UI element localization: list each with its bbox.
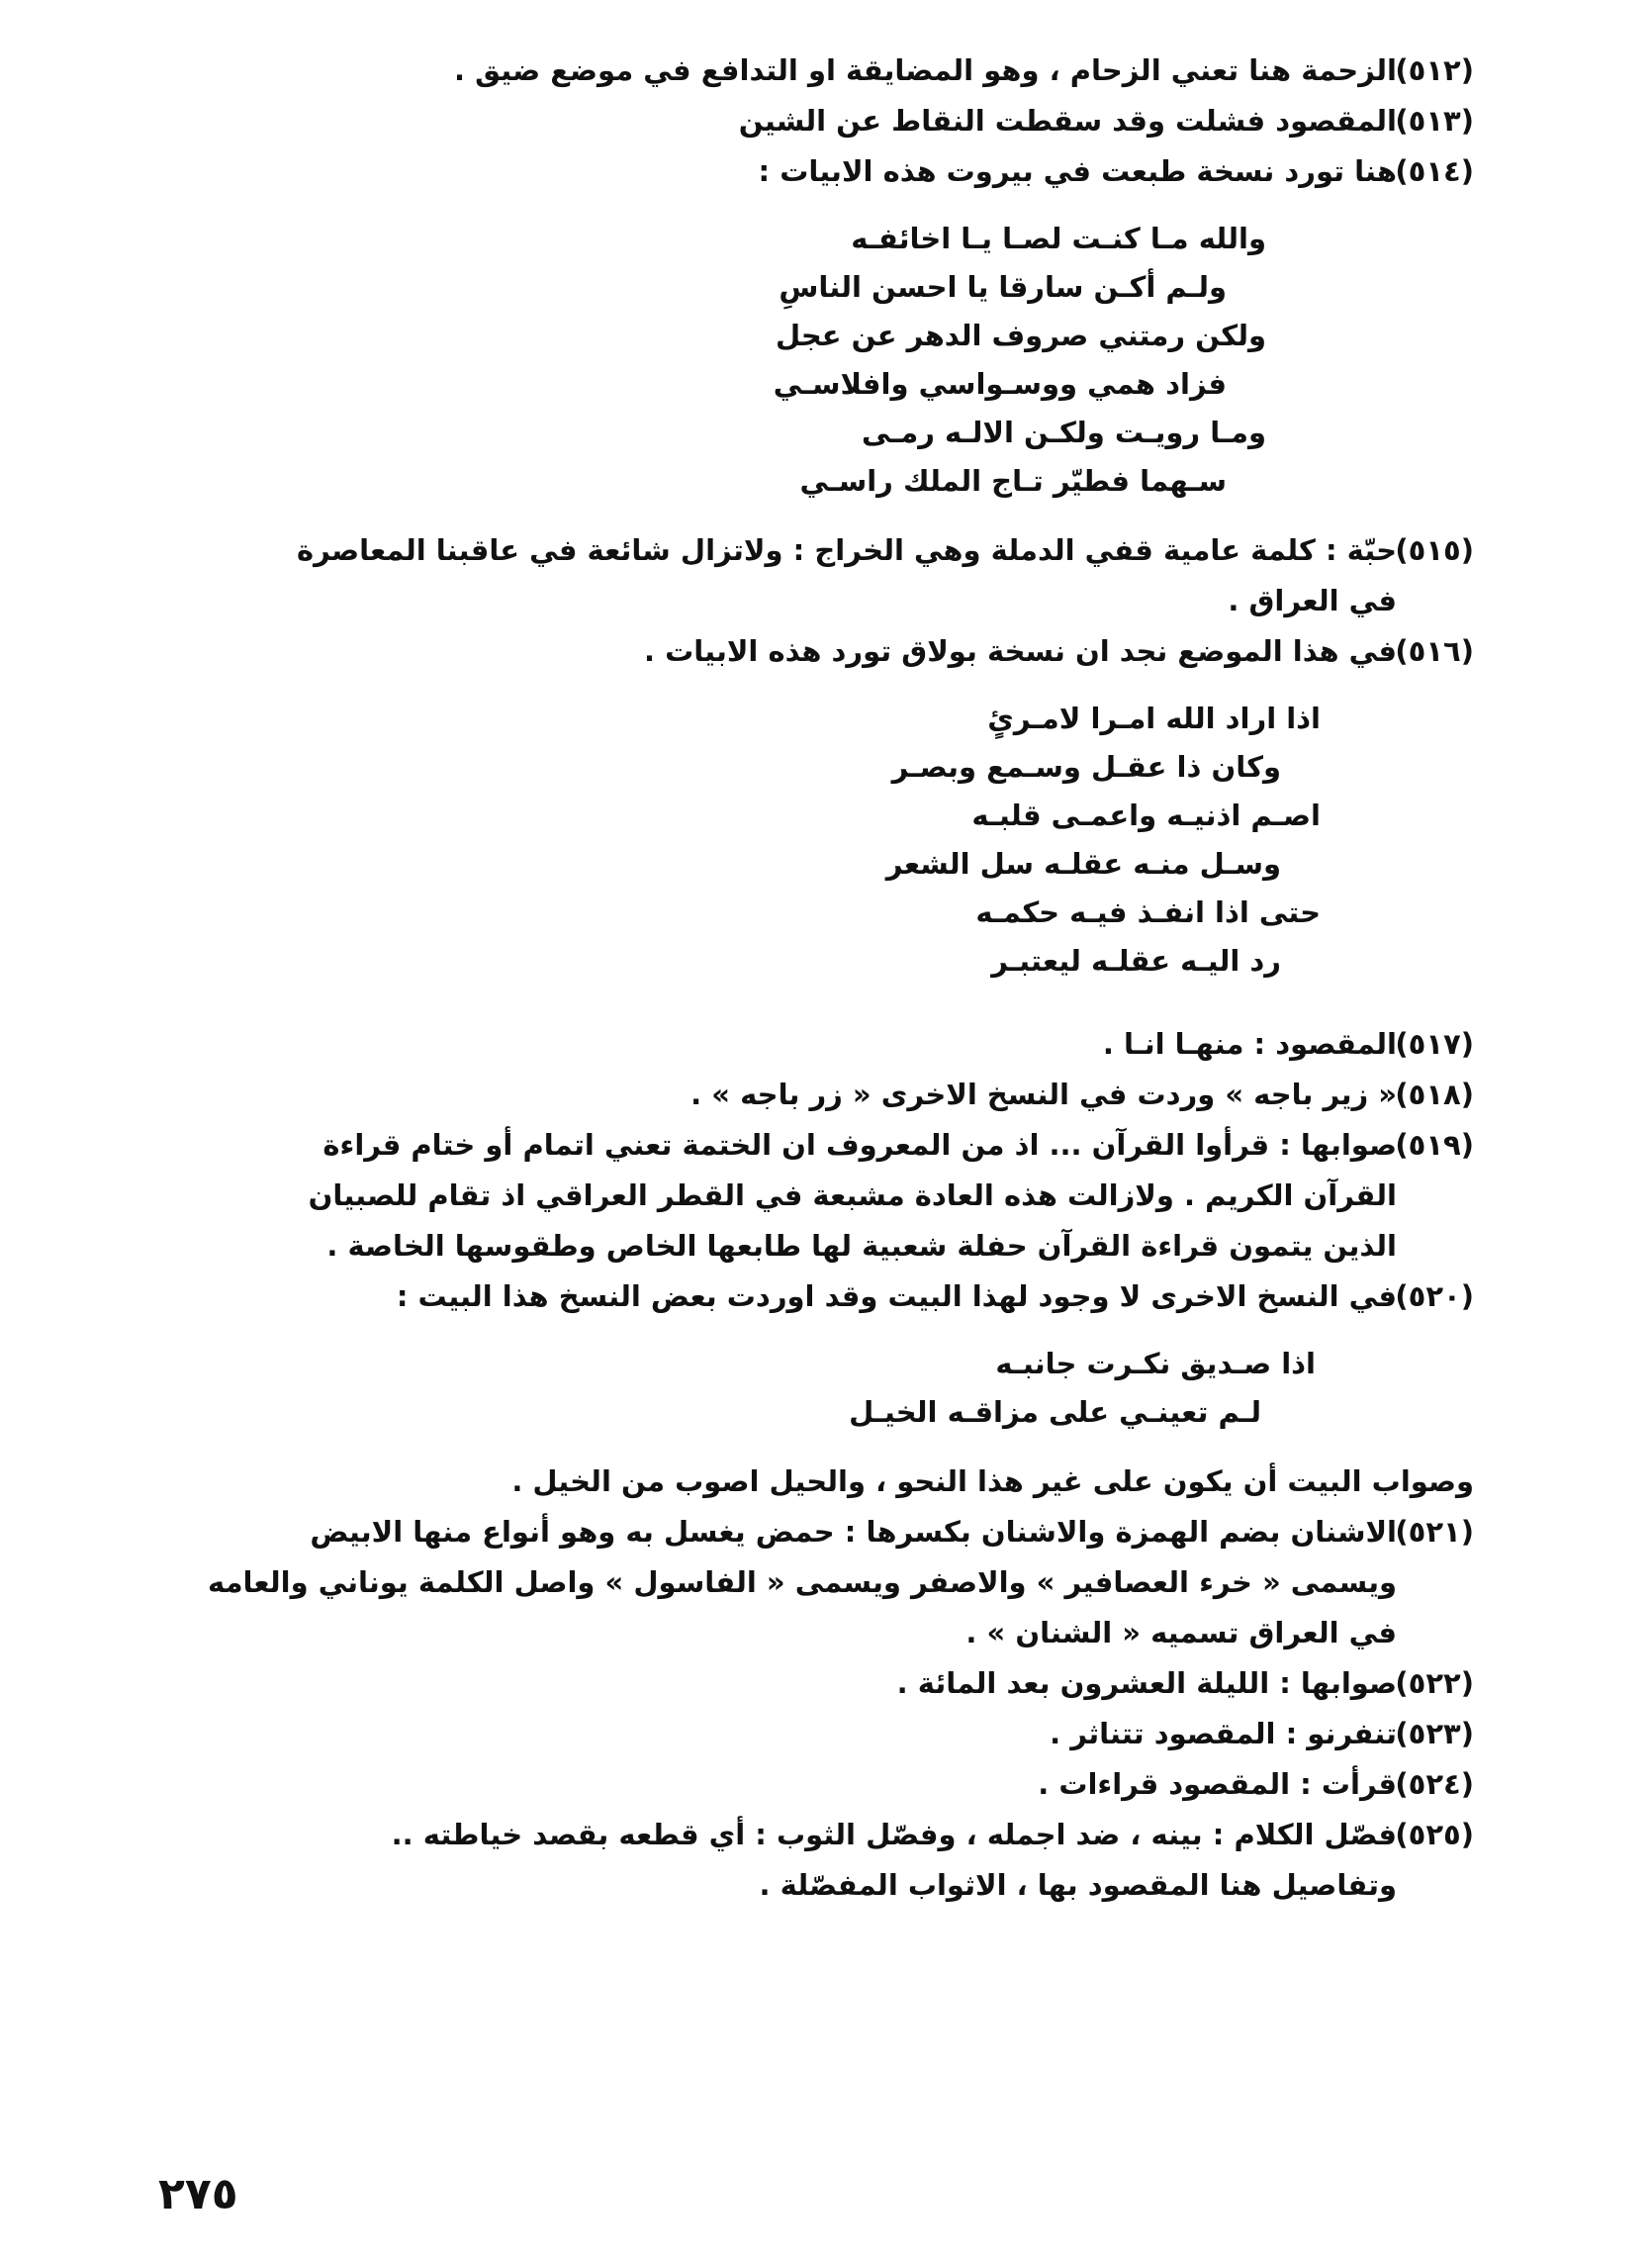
note-519 bbox=[148, 1120, 1474, 1271]
note-text: الزحمة هنا تعني الزحام ، وهو المضايقة او التدافع في موضع ضيق . bbox=[454, 53, 1397, 87]
note-number: (٥١٧) bbox=[1395, 1027, 1474, 1061]
note-text: وتفاصيل هنا المقصود بها ، الاثواب المفصّلة . bbox=[759, 1868, 1397, 1902]
note-text: الاشنان بضم الهمزة والاشنان بكسرها : حمض يغسل به وهو أنواع منها الابيض bbox=[310, 1515, 1397, 1549]
note-number: (٥٢٠) bbox=[1395, 1279, 1474, 1313]
note-number: (٥١٦) bbox=[1395, 634, 1474, 668]
note-number: (٥١٥) bbox=[1395, 533, 1474, 567]
note-text: صوابها : الليلة العشرون بعد المائة . bbox=[896, 1666, 1397, 1700]
note-text: في العراق تسميه « الشنان » . bbox=[965, 1616, 1397, 1649]
note-517 bbox=[148, 1019, 1474, 1070]
note-number: (٥٢١) bbox=[1395, 1515, 1474, 1549]
note-text: ويسمى « خرء العصافير » والاصفر ويسمى « الفاسول » واصل الكلمة يوناني والعامه bbox=[207, 1565, 1397, 1599]
note-515 bbox=[148, 525, 1474, 626]
note-text: الذين يتمون قراءة القرآن حفلة شعبية لها طابعها الخاص وطقوسها الخاصة . bbox=[326, 1229, 1397, 1263]
verse-line: فزاد همي ووسـواسي وافلاسـي bbox=[773, 367, 1227, 401]
verse-line: اذا صـديق نكـرت جانبـه bbox=[995, 1347, 1316, 1380]
verse-line: ولكن رمتني صروف الدهر عن عجل bbox=[775, 319, 1266, 352]
note-521 bbox=[148, 1507, 1474, 1658]
verses-516 bbox=[148, 695, 1474, 986]
note-number: (٥٢٣) bbox=[1395, 1717, 1474, 1750]
note-522 bbox=[148, 1658, 1474, 1709]
note-text: « زير باجه » وردت في النسخ الاخرى « زر باجه » . bbox=[690, 1078, 1397, 1111]
note-text: في هذا الموضع نجد ان نسخة بولاق تورد هذه الابيات . bbox=[643, 634, 1397, 668]
note-text: في النسخ الاخرى لا وجود لهذا البيت وقد اوردت بعض النسخ هذا البيت : bbox=[396, 1279, 1397, 1313]
verse-line: حتى اذا انفـذ فيـه حكمـه bbox=[975, 895, 1321, 929]
verse-line: ولـم أكـن سارقا يا احسن الناسِ bbox=[779, 270, 1227, 304]
note-text: هنا تورد نسخة طبعت في بيروت هذه الابيات : bbox=[758, 154, 1397, 188]
note-text: حبّة : كلمة عامية قفي الدملة وهي الخراج : ولاتزال شائعة في عاقبنا المعاصرة bbox=[296, 533, 1397, 567]
verse-line: اذا اراد الله امـرا لامـرئٍ bbox=[987, 702, 1321, 735]
note-number: (٥١٩) bbox=[1395, 1128, 1474, 1162]
note-520-continuation: وصواب البيت أن يكون على غير هذا النحو ، والحيل اصوب من الخيل . bbox=[511, 1464, 1474, 1498]
note-text: صوابها : قرأوا القرآن ... اذ من المعروف ان الختمة تعني اتمام أو ختام قراءة bbox=[322, 1128, 1397, 1162]
note-number: (٥٢٥) bbox=[1395, 1818, 1474, 1851]
note-text: فصّل الكلام : بينه ، ضد اجمله ، وفصّل الثوب : أي قطعه بقصد خياطته .. bbox=[391, 1818, 1397, 1851]
note-text: المقصود : منهـا انـا . bbox=[1102, 1027, 1397, 1061]
verse-line: والله مـا كنـت لصـا يـا اخائفـه bbox=[851, 222, 1266, 255]
note-number: (٥١٤) bbox=[1395, 154, 1474, 188]
note-524 bbox=[148, 1759, 1474, 1810]
verses-520 bbox=[148, 1340, 1474, 1437]
page-number: ٢٧٥ bbox=[158, 2169, 238, 2219]
verse-line: لـم تعينـي على مزاقـه الخيـل bbox=[849, 1395, 1261, 1429]
note-523 bbox=[148, 1709, 1474, 1759]
note-513 bbox=[148, 96, 1474, 146]
note-514 bbox=[148, 146, 1474, 197]
verse-line: سـهما فطيّر تـاج الملك راسـي bbox=[799, 464, 1227, 498]
note-number: (٥٢٢) bbox=[1395, 1666, 1474, 1700]
note-number: (٥١٣) bbox=[1395, 104, 1474, 138]
note-520 bbox=[148, 1271, 1474, 1322]
note-number: (٥٢٤) bbox=[1395, 1767, 1474, 1801]
footnotes-body bbox=[148, 46, 1474, 1911]
note-text: المقصود فشلت وقد سقطت النقاط عن الشين bbox=[738, 104, 1397, 138]
spacer bbox=[148, 1005, 1474, 1019]
note-525 bbox=[148, 1810, 1474, 1911]
verse-line: اصـم اذنيـه واعمـى قلبـه bbox=[971, 799, 1321, 832]
note-number: (٥١٢) bbox=[1395, 53, 1474, 87]
verses-514 bbox=[148, 215, 1474, 506]
note-518 bbox=[148, 1070, 1474, 1120]
note-text: القرآن الكريم . ولازالت هذه العادة مشبعة في القطر العراقي اذ تقام للصبيان bbox=[308, 1178, 1397, 1212]
note-512 bbox=[148, 46, 1474, 96]
verse-line: وكان ذا عقـل وسـمع وبصـر bbox=[891, 750, 1281, 784]
note-text: في العراق . bbox=[1228, 584, 1397, 617]
verse-line: رد اليـه عقلـه ليعتبـر bbox=[991, 944, 1281, 978]
note-text: قرأت : المقصود قراءات . bbox=[1038, 1767, 1397, 1801]
verse-line: ومـا رويـت ولكـن الالـه رمـى bbox=[861, 416, 1266, 449]
note-516 bbox=[148, 626, 1474, 677]
verse-line: وسـل منـه عقلـه سل الشعر bbox=[885, 847, 1281, 881]
note-text: تنفرنو : المقصود تتناثر . bbox=[1050, 1717, 1397, 1750]
note-number: (٥١٨) bbox=[1395, 1078, 1474, 1111]
